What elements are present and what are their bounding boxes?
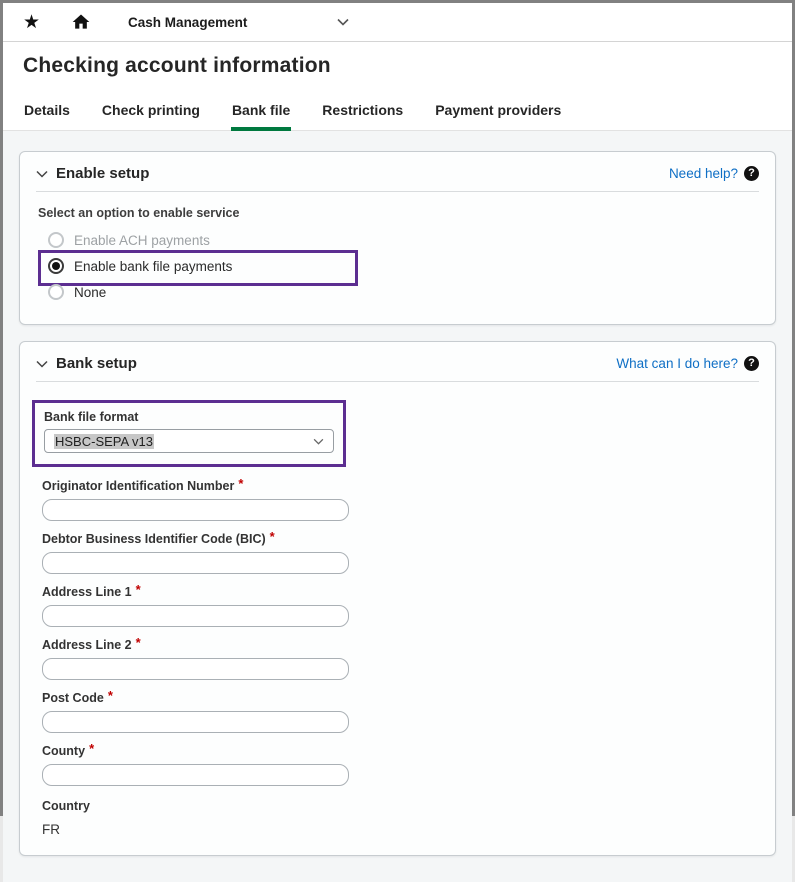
enable-setup-body — [20, 192, 775, 324]
page-header — [3, 42, 792, 84]
tab-bar — [3, 94, 792, 131]
help-question-icon[interactable]: ? — [744, 356, 759, 371]
required-asterisk: * — [135, 582, 141, 597]
tab-payment-providers[interactable]: Payment providers — [435, 102, 562, 118]
bank-setup-section — [19, 341, 776, 856]
field-county — [42, 742, 349, 786]
radio-option-enable-ach-payments — [42, 228, 759, 252]
field-input[interactable] — [42, 711, 349, 733]
field-input[interactable] — [42, 605, 349, 627]
field-label: County — [42, 744, 86, 758]
radio-option-none — [42, 280, 759, 304]
radio-label[interactable]: Enable bank file payments — [74, 258, 233, 274]
enable-setup-header — [20, 152, 775, 191]
enable-setup-title: Enable setup — [56, 165, 150, 182]
field-label: Debtor Business Identifier Code (BIC) — [42, 532, 266, 546]
bank-setup-fields — [42, 477, 759, 786]
need-help-link[interactable]: Need help? — [668, 166, 738, 181]
field-input[interactable] — [42, 552, 349, 574]
required-asterisk: * — [107, 688, 113, 703]
field-label: Post Code — [42, 691, 104, 705]
field-input[interactable] — [42, 658, 349, 680]
required-asterisk: * — [238, 476, 244, 491]
radio-button[interactable] — [48, 284, 64, 300]
field-post-code — [42, 689, 349, 733]
app-menu-label: Cash Management — [128, 14, 248, 30]
country-field — [42, 799, 759, 837]
field-debtor-business-identifier-code-bic- — [42, 530, 349, 574]
tab-check-printing[interactable]: Check printing — [101, 102, 200, 118]
radio-button — [48, 232, 64, 248]
tab-bank-file[interactable]: Bank file — [231, 94, 291, 131]
tab-details[interactable]: Details — [24, 102, 70, 118]
top-bar — [3, 3, 792, 42]
field-label: Address Line 2 — [42, 638, 132, 652]
field-address-line-2 — [42, 636, 349, 680]
app-menu-dropdown[interactable] — [128, 15, 349, 30]
required-asterisk: * — [135, 635, 141, 650]
country-value: FR — [42, 822, 60, 837]
collapse-chevron-icon[interactable] — [36, 170, 48, 178]
required-asterisk: * — [89, 741, 95, 756]
bank-setup-header — [20, 342, 775, 381]
field-label: Address Line 1 — [42, 585, 132, 599]
country-label: Country — [42, 799, 90, 813]
bank-setup-title: Bank setup — [56, 355, 137, 372]
favorites-star-icon[interactable]: ★ — [23, 11, 41, 33]
main-content — [3, 131, 792, 882]
page-title: Checking account information — [23, 54, 331, 77]
what-can-i-do-link[interactable]: What can I do here? — [616, 356, 738, 371]
field-input[interactable] — [42, 764, 349, 786]
bank-file-format-value: HSBC-SEPA v13 — [55, 433, 154, 449]
chevron-down-icon — [313, 438, 324, 445]
bank-file-format-label: Bank file format — [44, 410, 139, 424]
bank-setup-body — [20, 382, 775, 855]
radio-label[interactable]: None — [74, 284, 107, 300]
field-originator-identification-number — [42, 477, 349, 521]
radio-label: Enable ACH payments — [74, 232, 210, 248]
required-asterisk: * — [269, 529, 275, 544]
bank-file-format-annotation-box — [32, 400, 346, 467]
radio-group-label: Select an option to enable service — [38, 206, 240, 220]
enable-setup-section — [19, 151, 776, 325]
radio-button[interactable] — [48, 258, 64, 274]
radio-option-enable-bank-file-payments — [42, 254, 759, 278]
field-address-line-1 — [42, 583, 349, 627]
help-question-icon[interactable]: ? — [744, 166, 759, 181]
home-icon[interactable] — [71, 12, 91, 32]
collapse-chevron-icon[interactable] — [36, 360, 48, 368]
tab-restrictions[interactable]: Restrictions — [322, 102, 404, 118]
field-input[interactable] — [42, 499, 349, 521]
chevron-down-icon — [337, 18, 349, 26]
field-label: Originator Identification Number — [42, 479, 235, 493]
bank-file-format-select[interactable] — [44, 429, 334, 453]
radio-group — [42, 228, 759, 304]
